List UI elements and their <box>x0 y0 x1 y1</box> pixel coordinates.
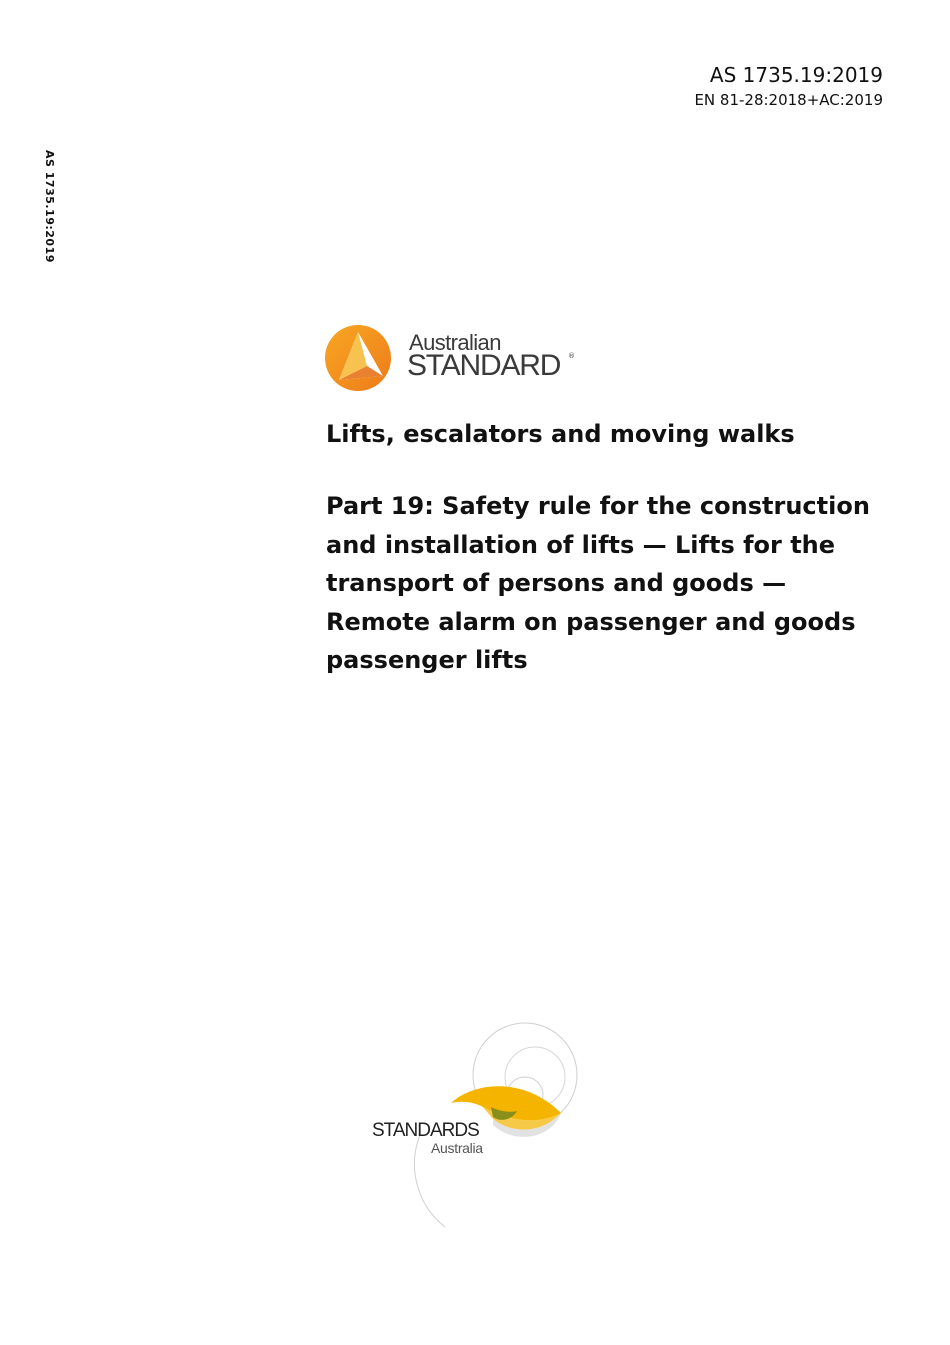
logo-text-australian: Australian <box>409 330 501 355</box>
logo-text-standards: STANDARDS <box>372 1120 479 1141</box>
part-title: Part 19: Safety rule for the construction and installation of lifts — Lifts for the transport of persons and goods — Remote alarm on passenger and goods passenger lifts <box>326 492 870 674</box>
logo-text-standard: STANDARD <box>407 349 561 382</box>
equivalent-standard: EN 81-28:2018+AC:2019 <box>694 91 883 109</box>
spine-label: AS 1735.19:2019 <box>43 150 56 263</box>
series-title: Lifts, escalators and moving walks <box>326 420 795 448</box>
registered-mark: ® <box>568 352 575 360</box>
australian-standard-logo <box>323 322 583 394</box>
standards-australia-logo <box>365 1015 595 1235</box>
standard-number: AS 1735.19:2019 <box>709 63 883 87</box>
australian-standard-triangle-icon <box>323 322 395 394</box>
logo-text-australia: Australia <box>431 1140 483 1156</box>
